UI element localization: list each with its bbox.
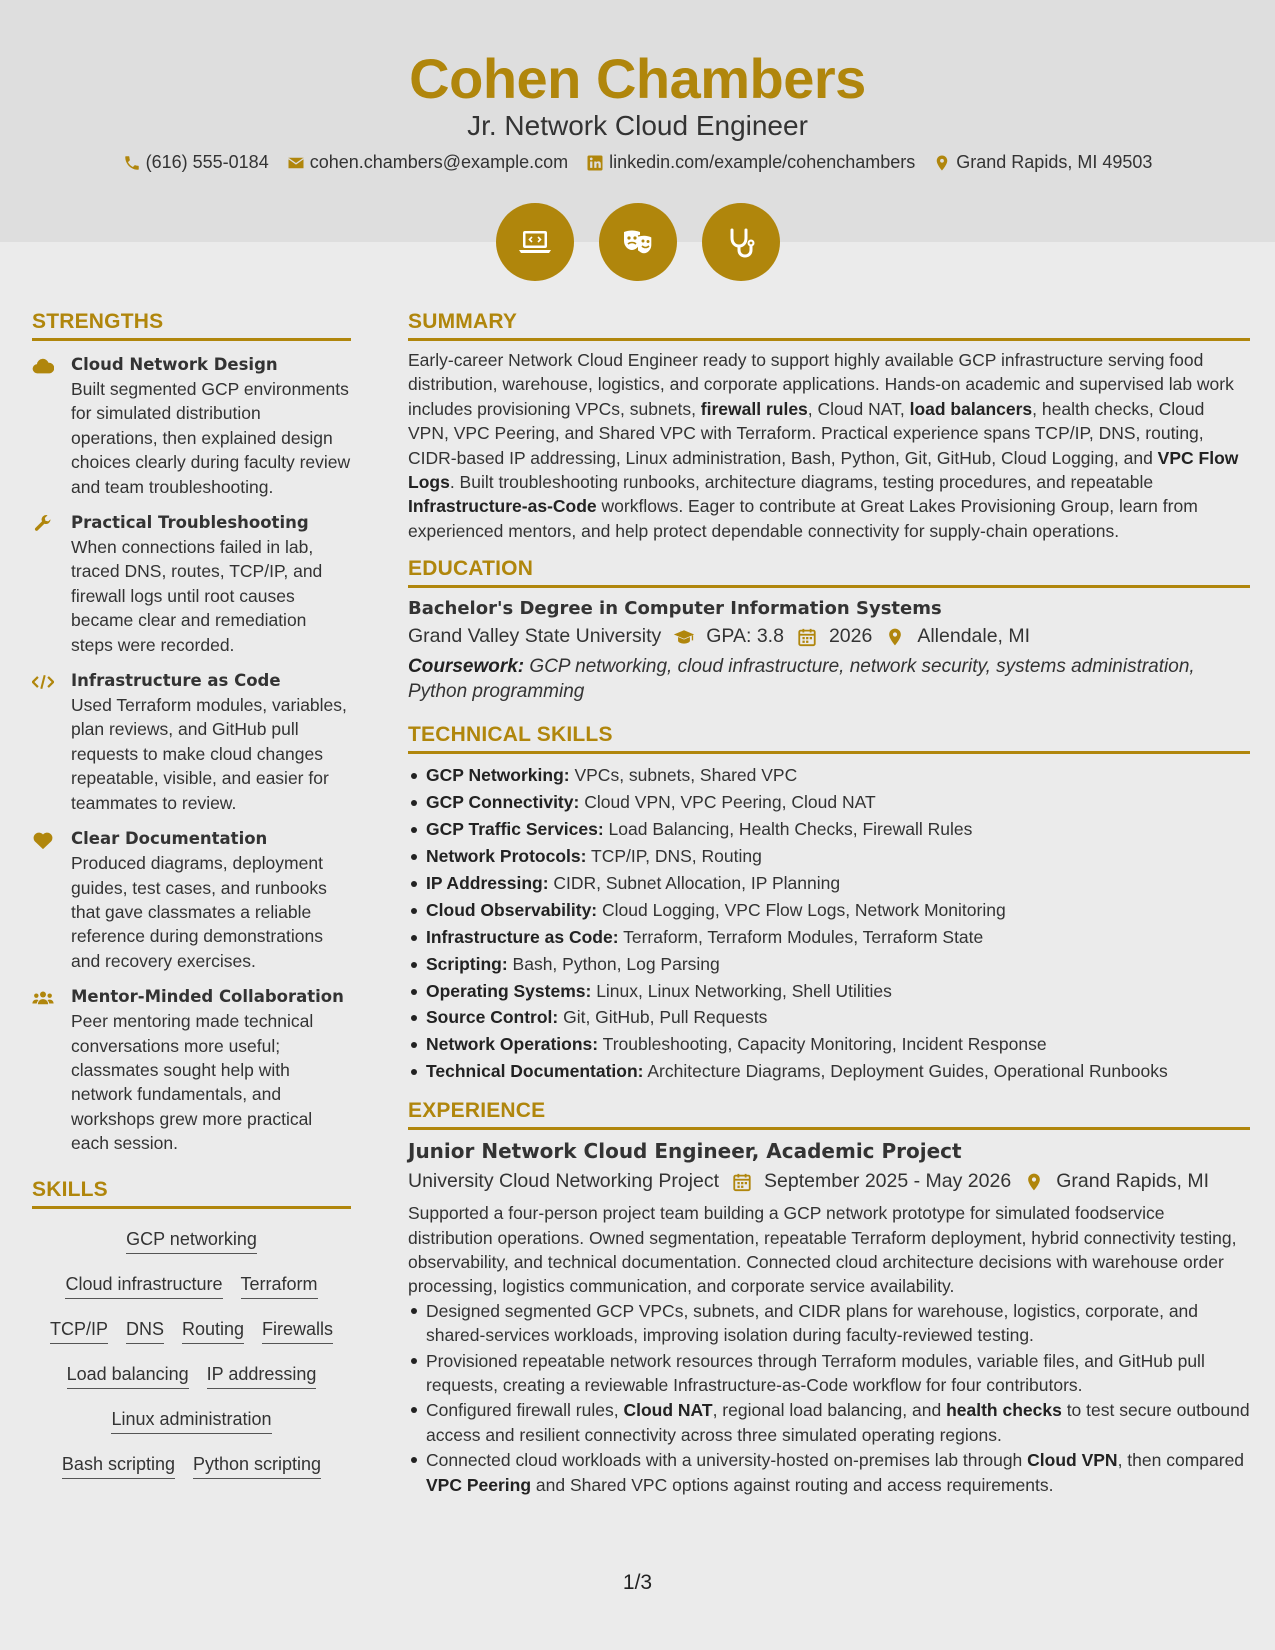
- skill-chip: Routing: [182, 1319, 244, 1344]
- summary-heading: SUMMARY: [408, 310, 1250, 341]
- technical-skill-item: [408, 843, 1250, 870]
- strength-desc: Produced diagrams, deployment guides, test cases, and runbooks that gave classmates a reliable reference during demonstrations and recovery exercises.: [71, 853, 327, 971]
- technical-skill-item: [408, 951, 1250, 978]
- graduation-year: 2026: [828, 625, 873, 648]
- page-number: 1/3: [622, 1571, 653, 1594]
- email-link[interactable]: cohen.chambers@example.com: [309, 152, 569, 172]
- text-segment: Designed segmented GCP VPCs, subnets, and CIDR plans for warehouse, logistics, corporate, and shared-services workloads, improving isolation during faculty-reviewed testing.: [426, 1300, 1199, 1346]
- calendar-icon: [796, 627, 818, 647]
- contact-email[interactable]: [287, 152, 568, 173]
- laptop-code-icon: [515, 222, 555, 262]
- skill-values: Load Balancing, Health Checks, Firewall Rules: [603, 819, 973, 840]
- technical-skill-item: [408, 1004, 1250, 1031]
- skill-chip: GCP networking: [126, 1229, 257, 1254]
- skill-category: Infrastructure as Code:: [426, 926, 619, 947]
- skill-values: Bash, Python, Log Parsing: [507, 953, 720, 974]
- code-icon: [32, 672, 54, 692]
- bold-keyword: VPC Flow Logs: [408, 447, 1239, 493]
- skill-values: Architecture Diagrams, Deployment Guides, Operational Runbooks: [643, 1061, 1168, 1082]
- technical-skill-item: [408, 870, 1250, 897]
- gpa: GPA: 3.8: [706, 625, 784, 648]
- stethoscope-icon: [721, 222, 761, 262]
- summary-paragraph: [408, 348, 1250, 543]
- technical-skill-item: [408, 897, 1250, 924]
- skill-chip: Firewalls: [262, 1319, 333, 1344]
- skill-chip: IP addressing: [207, 1364, 317, 1389]
- map-pin-icon: [1023, 1172, 1045, 1192]
- skill-category: Scripting:: [426, 953, 508, 974]
- text-segment: Connected cloud workloads with a university-hosted on-premises lab through: [426, 1450, 1028, 1471]
- bold-keyword: VPC Peering: [426, 1474, 532, 1495]
- education-location: Allendale, MI: [917, 625, 1031, 648]
- contact-linkedin[interactable]: [586, 152, 915, 173]
- bold-keyword: Cloud VPN: [1027, 1450, 1118, 1471]
- skill-chip: TCP/IP: [50, 1319, 108, 1344]
- strengths-heading: STRENGTHS: [32, 310, 351, 341]
- bold-keyword: Infrastructure-as-Code: [408, 496, 597, 517]
- text-segment: , regional load balancing, and: [712, 1400, 947, 1421]
- school-name: Grand Valley State University: [408, 625, 662, 648]
- contact-phone: [123, 152, 269, 173]
- contact-location: [933, 152, 1152, 173]
- users-icon: [32, 988, 54, 1008]
- skill-chip: Terraform: [241, 1274, 318, 1299]
- linkedin-icon: [586, 154, 604, 172]
- theater-masks-icon: [618, 222, 658, 262]
- skill-category: IP Addressing:: [426, 872, 549, 893]
- calendar-icon: [731, 1172, 753, 1192]
- skill-values: Troubleshooting, Capacity Monitoring, Incident Response: [598, 1034, 1047, 1055]
- skills-chips: [32, 1219, 351, 1489]
- strength-desc: When connections failed in lab, traced DNS, routes, TCP/IP, and firewall logs until root causes became clear and remediation steps were recorded.: [71, 537, 323, 655]
- technical-skill-item: [408, 978, 1250, 1005]
- skill-values: VPCs, subnets, Shared VPC: [569, 765, 798, 786]
- map-pin-icon: [884, 627, 906, 647]
- skill-values: CIDR, Subnet Allocation, IP Planning: [548, 872, 841, 893]
- experience-bullet: [408, 1299, 1250, 1348]
- skill-category: Technical Documentation:: [426, 1061, 644, 1082]
- strength-desc: Peer mentoring made technical conversations more useful; classmates sought help with network fundamentals, and workshops grew more practical each session.: [71, 1011, 314, 1154]
- skill-values: TCP/IP, DNS, Routing: [586, 845, 762, 866]
- graduation-cap-icon: [673, 627, 695, 647]
- map-pin-icon: [933, 154, 951, 172]
- strength-item: [32, 669, 351, 815]
- strength-item: [32, 827, 351, 973]
- strength-item: [32, 985, 351, 1155]
- degree-title: Bachelor's Degree in Computer Information Systems: [408, 598, 942, 620]
- skill-chip: Bash scripting: [62, 1454, 175, 1479]
- envelope-icon: [287, 154, 305, 172]
- skill-row: [32, 1219, 351, 1264]
- experience-bullet: [408, 1448, 1250, 1497]
- strength-item: [32, 353, 351, 499]
- text-segment: , then compared: [1117, 1450, 1245, 1471]
- contact-bar: [0, 152, 1275, 173]
- skill-category: Network Operations:: [426, 1034, 599, 1055]
- coursework: [408, 654, 1250, 704]
- left-column: [32, 310, 351, 1489]
- text-segment: and Shared VPC options against routing and access requirements.: [531, 1474, 1054, 1495]
- text-segment: Early-career Network Cloud Engineer ready to support highly available GCP infrastructure serving food distribution, warehouse, logistics, and corporate applications. Hands-on academic and supervised lab work includes provisioning VPCs, subnets,: [408, 350, 1234, 419]
- skill-chip: Cloud infrastructure: [65, 1274, 222, 1299]
- skill-chip: DNS: [126, 1319, 164, 1344]
- skill-category: Operating Systems:: [426, 980, 592, 1001]
- coursework-label: Coursework:: [408, 656, 525, 678]
- strength-desc: Used Terraform modules, variables, plan reviews, and GitHub pull requests to make cloud changes repeatable, visible, and easier for teammates to review.: [71, 695, 347, 813]
- experience-heading: EXPERIENCE: [408, 1099, 1250, 1130]
- experience-bullet: [408, 1398, 1250, 1447]
- skill-chip: Load balancing: [67, 1364, 189, 1389]
- skill-values: Terraform, Terraform Modules, Terraform State: [618, 926, 984, 947]
- text-segment: . Built troubleshooting runbooks, architecture diagrams, testing procedures, and repeatable: [449, 472, 1154, 493]
- strength-title: Practical Troubleshooting: [71, 513, 309, 533]
- skill-chip: Python scripting: [193, 1454, 321, 1479]
- bold-keyword: firewall rules: [700, 398, 808, 419]
- skill-category: GCP Traffic Services:: [426, 819, 604, 840]
- skill-row: [32, 1354, 351, 1399]
- skills-heading: SKILLS: [32, 1178, 351, 1209]
- education-heading: EDUCATION: [408, 557, 1250, 588]
- strength-desc: Built segmented GCP environments for simulated distribution operations, then explained design choices clearly during faculty review and team troubleshooting.: [71, 379, 351, 497]
- text-segment: to test secure outbound access and resilient connectivity across three simulated operating regions.: [426, 1400, 1250, 1445]
- technical-skills-heading: TECHNICAL SKILLS: [408, 723, 1250, 754]
- strength-item: [32, 511, 351, 657]
- phone-text: (616) 555-0184: [145, 152, 269, 172]
- skill-category: Cloud Observability:: [426, 899, 598, 920]
- location-text: Grand Rapids, MI 49503: [956, 152, 1153, 172]
- wrench-icon: [32, 514, 54, 534]
- text-segment: , Cloud NAT,: [807, 398, 910, 419]
- skill-category: Source Control:: [426, 1007, 559, 1028]
- strength-title: Cloud Network Design: [71, 355, 278, 374]
- skill-row: [32, 1399, 351, 1444]
- technical-skill-item: [408, 924, 1250, 951]
- skill-values: Cloud Logging, VPC Flow Logs, Network Monitoring: [597, 899, 1006, 920]
- strength-title: Clear Documentation: [71, 829, 268, 849]
- technical-skill-item: [408, 1058, 1250, 1085]
- experience-job-title: Junior Network Cloud Engineer, Academic Project: [408, 1139, 962, 1164]
- bold-keyword: health checks: [946, 1400, 1062, 1421]
- strength-title: Mentor-Minded Collaboration: [71, 987, 344, 1007]
- job-title-heading: Jr. Network Cloud Engineer: [467, 110, 808, 141]
- badge-stethoscope: [702, 203, 780, 281]
- right-column: [408, 310, 1250, 1498]
- text-segment: Provisioned repeatable network resources through Terraform modules, variable files, and GitHub pull requests, creating a reviewable Infrastructure-as-Code workflow for four contributors.: [426, 1350, 1205, 1395]
- experience-bullet: [408, 1349, 1250, 1398]
- text-segment: Configured firewall rules,: [426, 1400, 624, 1421]
- technical-skill-item: [408, 1031, 1250, 1058]
- experience-bullets: [408, 1299, 1250, 1497]
- skill-chip: Linux administration: [111, 1409, 271, 1434]
- skill-row: [32, 1309, 351, 1354]
- coursework-list: GCP networking, cloud infrastructure, network security, systems administration, Python programming: [408, 656, 1195, 703]
- experience-dates: September 2025 - May 2026: [764, 1170, 1012, 1193]
- skill-values: Cloud VPN, VPC Peering, Cloud NAT: [579, 792, 876, 813]
- technical-skill-item: [408, 816, 1250, 843]
- heart-icon: [32, 830, 54, 850]
- candidate-name: Cohen Chambers: [409, 47, 866, 110]
- education-meta: [408, 625, 1250, 648]
- text-segment: workflows. Eager to contribute at Great Lakes Provisioning Group, learn from experienced mentors, and help protect dependable connectivity for supply-chain operations.: [408, 496, 1198, 541]
- skill-values: Git, GitHub, Pull Requests: [558, 1007, 768, 1028]
- skill-category: GCP Connectivity:: [426, 792, 580, 813]
- bold-keyword: load balancers: [909, 398, 1033, 419]
- experience-location: Grand Rapids, MI: [1056, 1170, 1209, 1193]
- skill-row: [32, 1264, 351, 1309]
- technical-skills-list: [408, 762, 1250, 1085]
- experience-meta: [408, 1170, 1250, 1193]
- interest-badges: [0, 203, 1275, 281]
- technical-skill-item: [408, 789, 1250, 816]
- text-segment: , health checks, Cloud VPN, VPC Peering, and Shared VPC with Terraform. Practical experience spans TCP/IP, DNS, routing, CIDR-based IP addressing, Linux administration, Bash, Python, Git, GitHub, Cloud Logging, and: [408, 398, 1205, 468]
- skill-row: [32, 1444, 351, 1489]
- linkedin-link[interactable]: linkedin.com/example/cohenchambers: [609, 152, 916, 172]
- experience-org: University Cloud Networking Project: [408, 1170, 720, 1193]
- bold-keyword: Cloud NAT: [623, 1400, 713, 1421]
- phone-icon: [123, 154, 141, 172]
- skill-values: Linux, Linux Networking, Shell Utilities: [591, 980, 892, 1001]
- badge-masks: [599, 203, 677, 281]
- strength-title: Infrastructure as Code: [71, 671, 281, 691]
- cloud-icon: [32, 356, 54, 376]
- badge-laptop: [496, 203, 574, 281]
- skill-category: Network Protocols:: [426, 845, 587, 866]
- technical-skill-item: [408, 762, 1250, 789]
- experience-description: Supported a four-person project team building a GCP network prototype for simulated foodservice distribution operations. Owned segmentation, repeatable Terraform deployment, hybrid connectivity testing, observability, and technical documentation. Connected cloud architecture decisions with warehouse order processing, logistics communication, and corporate service availability.: [408, 1203, 1237, 1297]
- skill-category: GCP Networking:: [426, 765, 570, 786]
